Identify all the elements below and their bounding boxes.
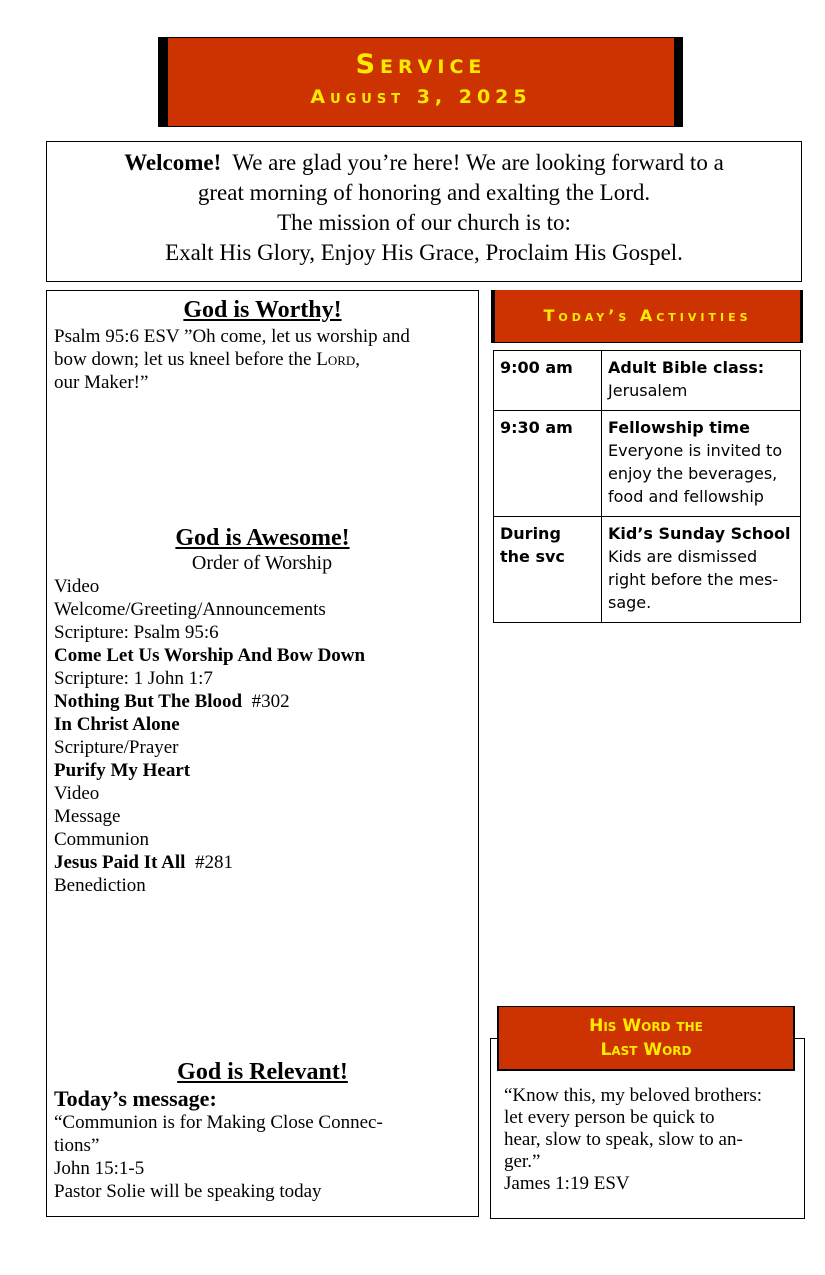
worship-item-text: Benediction xyxy=(54,875,146,896)
activity-row xyxy=(494,517,801,623)
worship-item xyxy=(54,851,474,874)
activity-title: Fellowship time xyxy=(608,418,750,437)
worship-item-text: In Christ Alone xyxy=(54,714,180,735)
verse-line: ger.” xyxy=(504,1151,541,1172)
worship-item-text: Scripture/Prayer xyxy=(54,737,179,758)
last-word-header-line-2: Last Word xyxy=(600,1040,692,1060)
activity-time: 9:30 am xyxy=(494,411,602,517)
activity-time: During the svc xyxy=(494,517,602,623)
worship-item xyxy=(54,828,474,851)
worship-item-text: Nothing But The Blood xyxy=(54,691,243,712)
worship-item xyxy=(54,598,474,621)
activity-detail xyxy=(602,351,801,411)
welcome-box xyxy=(46,141,802,282)
activity-description-line: Everyone is invited to xyxy=(608,441,783,460)
welcome-line-2: great morning of honoring and exalting the Lord. xyxy=(197,180,651,205)
activity-row xyxy=(494,411,801,517)
awesome-title: God is Awesome! xyxy=(175,525,350,551)
worthy-title: God is Worthy! xyxy=(183,297,342,323)
lord-smallcaps: Lord xyxy=(316,349,356,370)
worship-item xyxy=(54,759,474,782)
relevant-section xyxy=(54,1087,474,1203)
worship-item-text: Purify My Heart xyxy=(54,760,191,781)
worship-item xyxy=(54,713,474,736)
last-word-header-line-1: His Word the xyxy=(589,1016,703,1036)
worship-item-text: Come Let Us Worship And Bow Down xyxy=(54,645,366,666)
worship-item xyxy=(54,575,474,598)
worship-item-text: Video xyxy=(54,783,100,804)
service-banner xyxy=(168,37,674,127)
service-date: August 3, 2025 xyxy=(310,86,532,108)
relevant-title: God is Relevant! xyxy=(177,1059,348,1085)
activity-description-line: Kids are dismissed xyxy=(608,547,758,566)
worship-item-text: Communion xyxy=(54,829,150,850)
activity-title: Adult Bible class: xyxy=(608,358,765,377)
message-title-line-1: “Communion is for Making Close Connec- xyxy=(54,1112,383,1133)
verse-line: James 1:19 ESV xyxy=(504,1173,630,1194)
activity-detail xyxy=(602,517,801,623)
order-of-worship-list xyxy=(54,575,474,897)
message-title-line-2: tions” xyxy=(54,1135,100,1156)
message-scripture: John 15:1-5 xyxy=(54,1158,145,1179)
last-word-header xyxy=(499,1007,793,1069)
worthy-line-2 xyxy=(54,348,474,371)
hymn-number: #281 xyxy=(185,852,233,873)
left-column-box xyxy=(46,290,479,1217)
activity-detail xyxy=(602,411,801,517)
worthy-line-1: Psalm 95:6 ESV ”Oh come, let us worship and xyxy=(54,326,410,347)
activity-description-line: food and fellowship xyxy=(608,487,764,506)
worthy-scripture xyxy=(54,325,474,394)
welcome-line-1 xyxy=(47,148,801,178)
activity-description-line: sage. xyxy=(608,593,652,612)
worship-item-text: Video xyxy=(54,576,100,597)
welcome-line-3: The mission of our church is to: xyxy=(277,210,571,235)
worthy-line-2-post: , xyxy=(355,349,361,370)
welcome-line-4: Exalt His Glory, Enjoy His Grace, Proclaim His Gospel. xyxy=(165,240,683,265)
verse-line: “Know this, my beloved brothers: xyxy=(504,1085,763,1106)
worship-item xyxy=(54,621,474,644)
worship-item xyxy=(54,874,474,897)
worthy-line-3: our Maker!” xyxy=(54,372,149,393)
verse-line: hear, slow to speak, slow to an- xyxy=(504,1129,743,1150)
activity-description-line: Jerusalem xyxy=(608,381,688,400)
activities-header: Today’s Activities xyxy=(495,290,800,342)
message-speaker: Pastor Solie will be speaking today xyxy=(54,1181,322,1202)
worship-item-text: Scripture: 1 John 1:7 xyxy=(54,668,213,689)
verse-line: let every person be quick to xyxy=(504,1107,715,1128)
welcome-line-1-text: We are glad you’re here! We are looking forward to a xyxy=(232,150,724,175)
worship-item-text: Scripture: Psalm 95:6 xyxy=(54,622,219,643)
worthy-line-2-pre: bow down; let us kneel before the xyxy=(54,349,317,370)
worship-item xyxy=(54,667,474,690)
worship-item xyxy=(54,805,474,828)
activity-description-line: right before the mes- xyxy=(608,570,779,589)
service-title: Service xyxy=(355,49,487,80)
worship-item xyxy=(54,644,474,667)
order-of-worship-subtitle: Order of Worship xyxy=(191,552,333,574)
last-word-verse xyxy=(504,1085,796,1195)
welcome-lead: Welcome! xyxy=(124,150,222,175)
worship-item-text: Jesus Paid It All xyxy=(54,852,186,873)
worship-item xyxy=(54,736,474,759)
worship-item-text: Welcome/Greeting/Announcements xyxy=(54,599,326,620)
activity-description-line: enjoy the beverages, xyxy=(608,464,778,483)
activity-row xyxy=(494,351,801,411)
activity-time: 9:00 am xyxy=(494,351,602,411)
worship-item xyxy=(54,690,474,713)
activity-title: Kid’s Sunday School xyxy=(608,524,791,543)
hymn-number: #302 xyxy=(242,691,290,712)
worship-item-text: Message xyxy=(54,806,121,827)
message-label: Today’s message: xyxy=(54,1086,217,1111)
worship-item xyxy=(54,782,474,805)
activities-table xyxy=(493,350,801,623)
